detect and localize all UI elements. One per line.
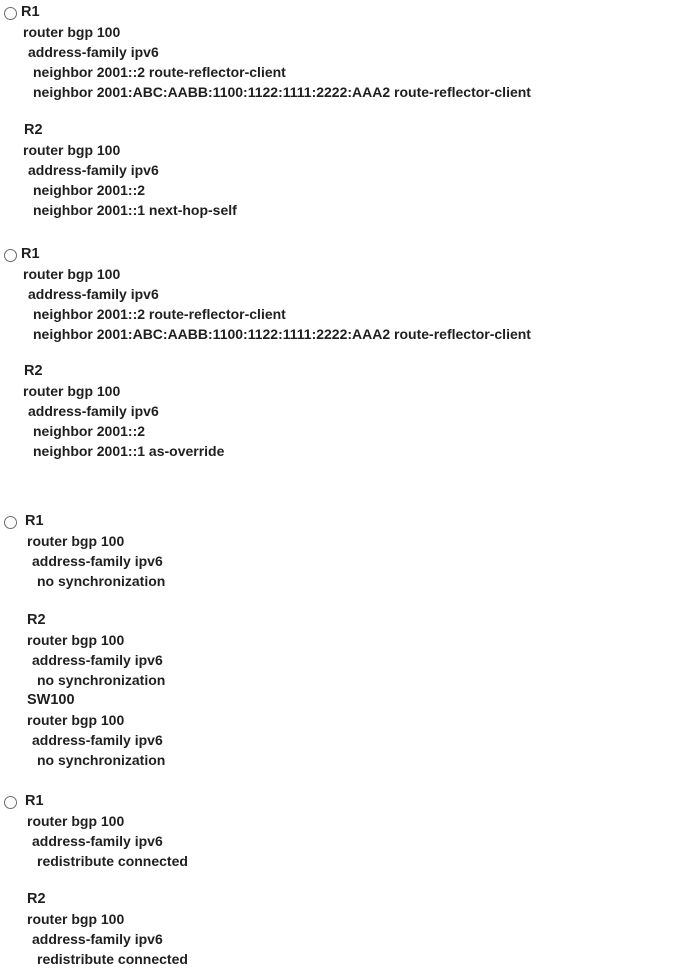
config-line: redistribute connected [37, 853, 188, 869]
config-line: router bgp 100 [23, 383, 121, 399]
config-line: neighbor 2001:ABC:AABB:1100:1122:1111:2222:AAA2 route-reflector-client [33, 326, 531, 342]
config-line: address-family ipv6 [32, 732, 163, 748]
radio-button-option-2[interactable] [4, 249, 17, 262]
config-line: address-family ipv6 [28, 162, 159, 178]
radio-button-option-1[interactable] [4, 7, 17, 20]
config-line: neighbor 2001:ABC:AABB:1100:1122:1111:2222:AAA2 route-reflector-client [33, 84, 531, 100]
config-line: neighbor 2001::2 route-reflector-client [33, 64, 286, 80]
option-label: R1 [21, 4, 40, 20]
config-line: address-family ipv6 [28, 403, 159, 419]
config-line: neighbor 2001::2 [33, 182, 146, 198]
config-line: address-family ipv6 [32, 833, 163, 849]
config-line: router bgp 100 [27, 712, 125, 728]
config-line: no synchronization [37, 752, 166, 768]
device-label: R2 [24, 122, 43, 138]
config-line: router bgp 100 [27, 813, 125, 829]
device-label: SW100 [27, 692, 75, 708]
config-line: router bgp 100 [23, 266, 121, 282]
config-line: no synchronization [37, 573, 166, 589]
config-line: neighbor 2001::1 next-hop-self [33, 202, 237, 218]
option-label: R1 [25, 513, 44, 529]
device-label: R2 [27, 891, 46, 907]
config-line: neighbor 2001::2 [33, 423, 146, 439]
config-line: address-family ipv6 [32, 652, 163, 668]
config-line: router bgp 100 [27, 911, 125, 927]
config-line: redistribute connected [37, 951, 188, 967]
option-label: R1 [25, 793, 44, 809]
config-line: neighbor 2001::2 route-reflector-client [33, 306, 286, 322]
config-line: address-family ipv6 [32, 931, 163, 947]
radio-button-option-4[interactable] [4, 796, 17, 809]
config-line: address-family ipv6 [28, 286, 159, 302]
device-label: R2 [27, 612, 46, 628]
config-line: router bgp 100 [27, 632, 125, 648]
config-line: address-family ipv6 [32, 553, 163, 569]
config-line: neighbor 2001::1 as-override [33, 443, 225, 459]
device-label: R2 [24, 363, 43, 379]
config-line: address-family ipv6 [28, 44, 159, 60]
config-line: router bgp 100 [23, 142, 121, 158]
option-label: R1 [21, 246, 40, 262]
config-line: router bgp 100 [23, 24, 121, 40]
radio-button-option-3[interactable] [4, 516, 17, 529]
config-line: no synchronization [37, 672, 166, 688]
config-line: router bgp 100 [27, 533, 125, 549]
